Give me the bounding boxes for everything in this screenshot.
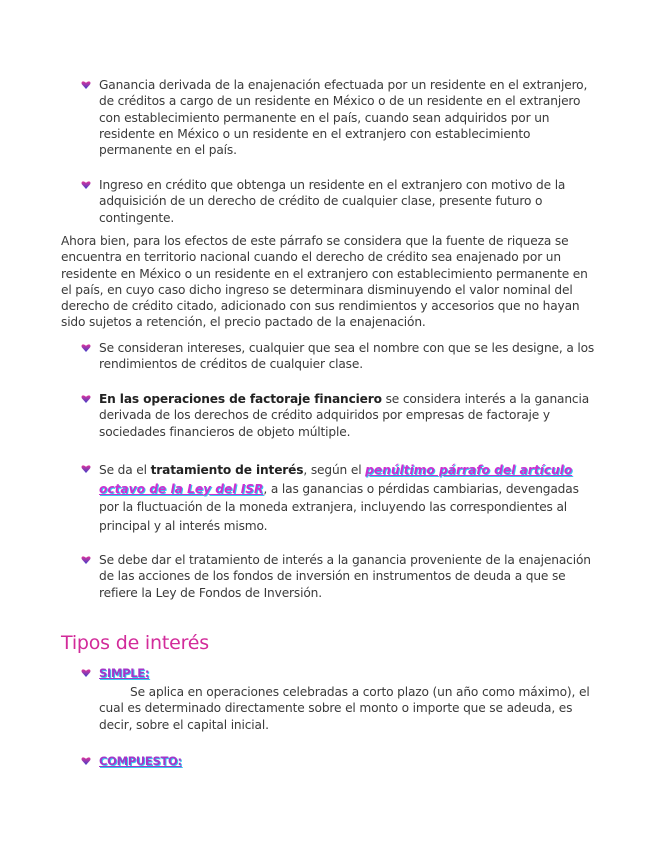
- compuesto-label: COMPUESTO:: [99, 754, 182, 768]
- heart-bullet-icon: [81, 343, 91, 353]
- heart-bullet-icon: [81, 756, 91, 766]
- list-item: [99, 77, 599, 158]
- section-heading: Tipos de interés: [61, 632, 209, 654]
- simple-description: Se aplica en operaciones celebradas a corto plazo (un año como máximo), el cual es determinado directamente sobre el monto o importe que se adeuda, es decir, sobre el capital inicial.: [99, 685, 590, 732]
- list-item-text: Se consideran intereses, cualquier que sea el nombre con que se les designe, a los rendimientos de créditos de cualquier clase.: [99, 341, 595, 372]
- list-item-text: Se da el: [99, 463, 151, 477]
- list-item-simple: [99, 665, 599, 681]
- list-item: [99, 552, 599, 601]
- heart-bullet-icon: [81, 394, 91, 404]
- bold-term: En las operaciones de factoraje financiero: [99, 392, 382, 406]
- list-item: [99, 461, 599, 535]
- heart-bullet-icon: [81, 555, 91, 565]
- list-item-text: Ganancia derivada de la enajenación efectuada por un residente en el extranjero, de créditos a cargo de un residente en México o de un residente en el extranjero con establecimiento permanente en el país, cuando sean adquiridos por un residente en México o un residente en el extranjero con establecimiento permanente en el país.: [99, 78, 588, 158]
- heart-bullet-icon: [81, 180, 91, 190]
- list-item-text: , a las ganancias o pérdidas cambiarias, devengadas por la fluctuación de la moneda extranjera, incluyendo las correspondientes al principal y al interés mismo.: [99, 481, 579, 533]
- law-reference-link[interactable]: penúltimo párrafo del artículo octavo de la Ley del ISR: [99, 463, 573, 496]
- list-item: [99, 340, 599, 373]
- heart-bullet-icon: [81, 80, 91, 90]
- heart-bullet-icon: [81, 668, 91, 678]
- list-item: [99, 177, 599, 226]
- simple-label: SIMPLE:: [99, 666, 150, 680]
- list-item: [99, 391, 599, 440]
- body-paragraph: Ahora bien, para los efectos de este párrafo se considera que la fuente de riqueza se encuentra en territorio nacional cuando el derecho de crédito sea enajenado por un residente en México o un residente en el extranjero con establecimiento permanente en el país, en cuyo caso dicho ingreso se determinara disminuyendo el valor nominal del derecho de crédito citado, adicionado con sus rendimientos y accesorios que no hayan sido sujetos a retención, el precio pactado de la enajenación.: [61, 234, 588, 330]
- list-item-compuesto: [99, 753, 599, 769]
- list-item-text: , según el: [303, 463, 366, 477]
- heart-bullet-icon: [81, 464, 91, 474]
- list-item-text: Se debe dar el tratamiento de interés a la ganancia proveniente de la enajenación de las acciones de los fondos de inversión en instrumentos de deuda a que se refiere la Ley de Fondos de Inversión.: [99, 553, 591, 600]
- list-item-text: se considera interés a la ganancia derivada de los derechos de crédito adquiridos por empresas de factoraje y sociedades financieros de objeto múltiple.: [99, 392, 590, 439]
- bold-term: tratamiento de interés: [150, 463, 304, 477]
- list-item-text: Ingreso en crédito que obtenga un residente en el extranjero con motivo de la adquisición de un derecho de crédito de cualquier clase, presente futuro o contingente.: [99, 178, 566, 225]
